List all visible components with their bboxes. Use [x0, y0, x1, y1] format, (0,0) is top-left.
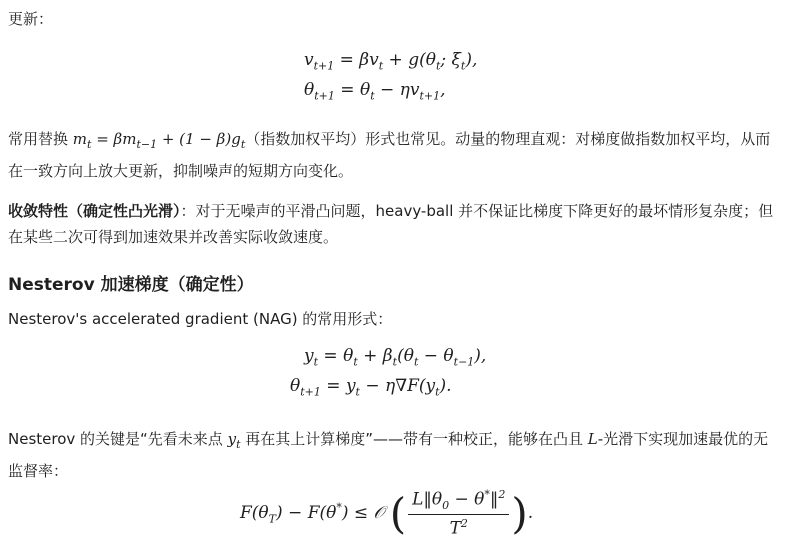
nag-key-paragraph: Nesterov 的关键是“先看未来点 $y_t$ 再在其上计算梯度”——带有一种校正，能够在凸且 L-光滑下实现加速最优的无监督率： — [8, 430, 769, 480]
fraction: $\frac{L‖\theta_0 - \theta^*‖^2}{T^2}$ — [408, 488, 509, 539]
equation-line: $v_{t+1} = \beta v_t + g(\theta_t$; $\xi_t$), — [304, 50, 478, 73]
equation-line: $\theta_{t+1} = y_t - \eta\nabla F(y_t)$. — [290, 376, 452, 399]
rate-equation: $F(\theta_T) - F(\theta^*)$ ≤ 𝒪 ( $\frac{L‖\theta_0 - \theta^*‖^2}{T^2}$ ). — [240, 488, 534, 539]
convergence-paragraph: 收敛特性（确定性凸光滑）：对于无噪声的平滑凸问题，heavy-ball 并不保证比梯度下降更好的最坏情形复杂度；但在某些二次可得到加速效果并改善实际收敛速度。 — [8, 202, 774, 246]
nag-intro: Nesterov's accelerated gradient (NAG) 的常用形式： — [8, 310, 393, 328]
equation-line: $y_t = \theta_t + \beta_t(\theta_t - \theta_{t-1})$, — [304, 346, 487, 369]
inline-formula: $m_t = \beta m_{t-1} + (1 - \beta)g_t$ — [72, 130, 246, 151]
section-heading: Nesterov 加速梯度（确定性） — [8, 275, 254, 295]
momentum-paragraph: 常用替换 $m_t = \beta m_{t-1} + (1 - \beta)g_t$（指数加权平均）形式也常见。动量的物理直观：对梯度做指数加权平均，从而在一致方向上放大更新，抑制噪声的短期方向变化。 — [8, 130, 771, 180]
inline-var: $y_t$ — [227, 430, 241, 451]
equation-line: $\theta_{t+1} = \theta_t - \eta v_{t+1}$, — [304, 80, 446, 103]
update-label: 更新： — [8, 10, 54, 28]
